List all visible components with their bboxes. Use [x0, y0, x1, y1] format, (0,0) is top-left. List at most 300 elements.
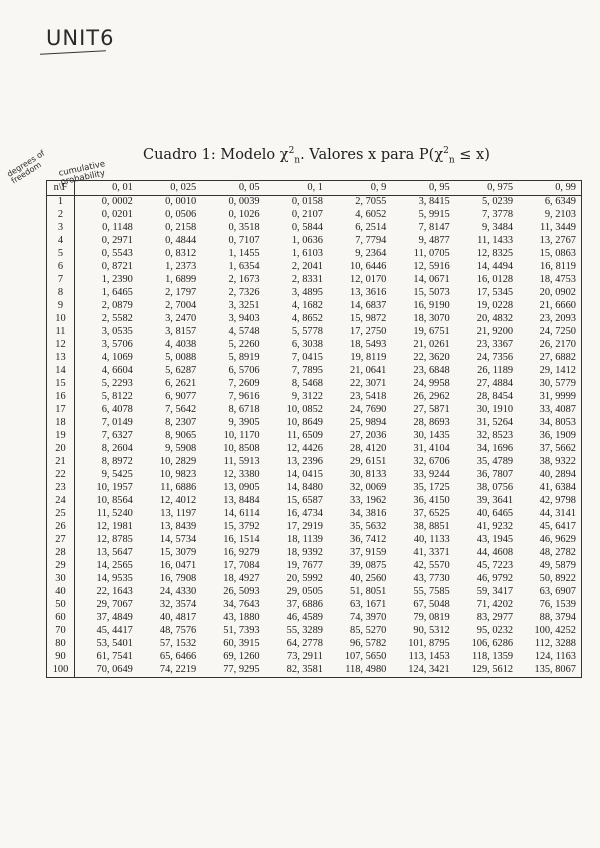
- value-cell: 101, 8795: [408, 638, 450, 650]
- value-cell: 18, 5493: [350, 339, 387, 351]
- value-cell: 0, 1148: [102, 222, 133, 234]
- caption-sup: 2: [288, 146, 295, 156]
- degrees-of-freedom-cell: 6: [47, 261, 75, 274]
- value-cell: 8, 6718: [228, 404, 260, 416]
- value-cell: 30, 8133: [350, 469, 387, 481]
- value-cell: 12, 8325: [476, 248, 514, 260]
- value-cell: 5, 9915: [418, 209, 450, 221]
- degrees-of-freedom-note: degrees of freedom: [5, 148, 47, 186]
- value-cell: 38, 8851: [413, 521, 450, 533]
- value-cell: 11, 6886: [160, 482, 197, 494]
- value-cell: 19, 0228: [476, 300, 514, 312]
- value-cell: 31, 9999: [518, 391, 581, 404]
- degrees-of-freedom-cell: 25: [47, 508, 75, 521]
- value-cell: 17, 7084: [223, 560, 260, 572]
- value-cell: 0, 5844: [291, 222, 323, 234]
- degrees-of-freedom-cell: 29: [47, 560, 75, 573]
- table-row: [47, 508, 582, 521]
- value-cell: 14, 0415: [286, 469, 323, 481]
- value-cell: 20, 0902: [518, 287, 581, 300]
- value-cell: 18, 9392: [286, 547, 323, 559]
- value-cell: 37, 6886: [286, 599, 323, 611]
- degrees-of-freedom-cell: 20: [47, 443, 75, 456]
- table-row: [47, 599, 582, 612]
- value-cell: 42, 5570: [413, 560, 450, 572]
- value-cell: 35, 4789: [476, 456, 514, 468]
- table-row: [47, 300, 582, 313]
- degrees-of-freedom-cell: 90: [47, 651, 75, 664]
- value-cell: 24, 7356: [476, 352, 514, 364]
- degrees-of-freedom-cell: 22: [47, 469, 75, 482]
- value-cell: 13, 5647: [96, 547, 133, 559]
- table-row: [47, 378, 582, 391]
- value-cell: 2, 1797: [165, 287, 197, 299]
- value-cell: 6, 5706: [228, 365, 260, 377]
- value-cell: 32, 3574: [159, 599, 197, 611]
- degrees-of-freedom-cell: 14: [47, 365, 75, 378]
- value-cell: 11, 5913: [223, 456, 260, 468]
- value-cell: 8, 8972: [101, 456, 133, 468]
- value-cell: 15, 9872: [350, 313, 387, 325]
- value-cell: 3, 4895: [291, 287, 323, 299]
- table-row: [47, 417, 582, 430]
- value-cell: 12, 5916: [413, 261, 450, 273]
- value-cell: 0, 0002: [101, 196, 133, 208]
- value-cell: 65, 6466: [159, 651, 197, 663]
- value-cell: 76, 1539: [518, 599, 581, 612]
- value-cell: 26, 5093: [223, 586, 260, 598]
- value-cell: 33, 1962: [350, 495, 387, 507]
- degrees-of-freedom-cell: 1: [47, 196, 75, 210]
- value-cell: 4, 4038: [165, 339, 197, 351]
- value-cell: 14, 8480: [286, 482, 323, 494]
- value-cell: 20, 5992: [286, 573, 323, 585]
- value-cell: 0, 0010: [165, 196, 197, 208]
- table-row: [47, 612, 582, 625]
- value-cell: 14, 0671: [413, 274, 450, 286]
- value-cell: 9, 5425: [101, 469, 133, 481]
- value-cell: 1, 0636: [291, 235, 323, 247]
- value-cell: 16, 9190: [413, 300, 450, 312]
- degrees-of-freedom-cell: 60: [47, 612, 75, 625]
- caption-label: Cuadro 1:: [143, 146, 216, 163]
- value-cell: 5, 2260: [228, 339, 260, 351]
- value-cell: 3, 3251: [228, 300, 260, 312]
- value-cell: 28, 8454: [476, 391, 514, 403]
- value-cell: 63, 6907: [518, 586, 581, 599]
- value-cell: 29, 7067: [96, 599, 133, 611]
- value-cell: 21, 0261: [413, 339, 450, 351]
- value-cell: 43, 1945: [476, 534, 514, 546]
- value-cell: 11, 5240: [96, 508, 133, 520]
- degrees-of-freedom-cell: 9: [47, 300, 75, 313]
- degrees-of-freedom-cell: 30: [47, 573, 75, 586]
- value-cell: 29, 1412: [518, 365, 581, 378]
- value-cell: 0, 8721: [101, 261, 133, 273]
- value-cell: 1, 6103: [291, 248, 323, 260]
- value-cell: 11, 1433: [477, 235, 514, 247]
- value-cell: 7, 0415: [291, 352, 323, 364]
- value-cell: 74, 3970: [350, 612, 387, 624]
- column-header: 0, 05: [201, 181, 264, 196]
- value-cell: 64, 2778: [286, 638, 323, 650]
- value-cell: 16, 9279: [223, 547, 260, 559]
- value-cell: 0, 2107: [291, 209, 323, 221]
- value-cell: 18, 3070: [413, 313, 450, 325]
- value-cell: 13, 1197: [160, 508, 197, 520]
- value-cell: 22, 3620: [413, 352, 450, 364]
- value-cell: 9, 5908: [165, 443, 197, 455]
- value-cell: 59, 3417: [476, 586, 514, 598]
- value-cell: 17, 2750: [350, 326, 387, 338]
- value-cell: 20, 4832: [476, 313, 514, 325]
- value-cell: 0, 0039: [228, 196, 260, 208]
- value-cell: 3, 0535: [101, 326, 133, 338]
- value-cell: 15, 3079: [159, 547, 197, 559]
- value-cell: 16, 4734: [286, 508, 323, 520]
- value-cell: 51, 7393: [223, 625, 260, 637]
- value-cell: 8, 2307: [165, 417, 197, 429]
- value-cell: 21, 6660: [518, 300, 581, 313]
- value-cell: 2, 1673: [228, 274, 260, 286]
- value-cell: 6, 4078: [101, 404, 133, 416]
- value-cell: 57, 1532: [159, 638, 197, 650]
- degrees-of-freedom-cell: 8: [47, 287, 75, 300]
- value-cell: 7, 9616: [228, 391, 260, 403]
- value-cell: 21, 0641: [350, 365, 387, 377]
- table-row: [47, 365, 582, 378]
- table-row: [47, 274, 582, 287]
- table-row: [47, 625, 582, 638]
- value-cell: 10, 1957: [96, 482, 133, 494]
- degrees-of-freedom-cell: 100: [47, 664, 75, 678]
- value-cell: 45, 7223: [476, 560, 514, 572]
- value-cell: 5, 6287: [165, 365, 197, 377]
- value-cell: 36, 7412: [350, 534, 387, 546]
- value-cell: 40, 4817: [159, 612, 197, 624]
- value-cell: 70, 0649: [75, 664, 138, 678]
- value-cell: 112, 3288: [518, 638, 581, 651]
- value-cell: 2, 7004: [165, 300, 197, 312]
- value-cell: 15, 5073: [413, 287, 450, 299]
- value-cell: 3, 5706: [101, 339, 133, 351]
- value-cell: 36, 4150: [413, 495, 450, 507]
- table-row: [47, 339, 582, 352]
- value-cell: 107, 5650: [344, 651, 387, 663]
- value-cell: 18, 4927: [223, 573, 260, 585]
- caption-text2: . Valores x para P(χ: [300, 146, 444, 163]
- value-cell: 2, 8331: [291, 274, 323, 286]
- value-cell: 71, 4202: [476, 599, 514, 611]
- value-cell: 27, 4884: [476, 378, 514, 390]
- value-cell: 0, 5543: [101, 248, 133, 260]
- value-cell: 10, 1170: [223, 430, 260, 442]
- value-cell: 5, 5778: [291, 326, 323, 338]
- value-cell: 8, 2604: [101, 443, 133, 455]
- value-cell: 40, 6465: [476, 508, 514, 520]
- value-cell: 19, 7677: [286, 560, 323, 572]
- degrees-of-freedom-cell: 50: [47, 599, 75, 612]
- value-cell: 3, 8157: [165, 326, 197, 338]
- value-cell: 30, 5779: [518, 378, 581, 391]
- value-cell: 13, 2396: [286, 456, 323, 468]
- value-cell: 4, 1069: [101, 352, 133, 364]
- table-row: [47, 560, 582, 573]
- value-cell: 30, 1435: [413, 430, 450, 442]
- table-row: [47, 287, 582, 300]
- degrees-of-freedom-cell: 18: [47, 417, 75, 430]
- value-cell: 12, 3380: [223, 469, 260, 481]
- column-header: 0, 95: [391, 181, 454, 196]
- table-body: [47, 196, 582, 678]
- value-cell: 16, 0128: [476, 274, 514, 286]
- value-cell: 26, 2962: [413, 391, 450, 403]
- value-cell: 43, 7730: [413, 573, 450, 585]
- value-cell: 18, 1139: [287, 534, 323, 546]
- value-cell: 9, 3484: [481, 222, 514, 234]
- value-cell: 21, 9200: [476, 326, 514, 338]
- value-cell: 95, 0232: [476, 625, 514, 637]
- value-cell: 40, 2894: [518, 469, 581, 482]
- degrees-of-freedom-cell: 12: [47, 339, 75, 352]
- value-cell: 22, 3071: [350, 378, 387, 390]
- value-cell: 10, 0852: [286, 404, 323, 416]
- value-cell: 10, 6446: [350, 261, 387, 273]
- table-row: [47, 638, 582, 651]
- degrees-of-freedom-cell: 19: [47, 430, 75, 443]
- column-header: 0, 99: [518, 181, 581, 196]
- value-cell: 61, 7541: [96, 651, 133, 663]
- table-row: [47, 352, 582, 365]
- value-cell: 7, 7794: [355, 235, 387, 247]
- value-cell: 41, 9232: [476, 521, 514, 533]
- table-row: [47, 326, 582, 339]
- value-cell: 48, 2782: [518, 547, 581, 560]
- value-cell: 13, 8439: [159, 521, 197, 533]
- value-cell: 0, 0506: [165, 209, 197, 221]
- degrees-of-freedom-cell: 28: [47, 547, 75, 560]
- value-cell: 41, 6384: [518, 482, 581, 495]
- degrees-of-freedom-cell: 16: [47, 391, 75, 404]
- value-cell: 44, 4608: [476, 547, 514, 559]
- value-cell: 7, 6327: [101, 430, 133, 442]
- value-cell: 12, 4426: [286, 443, 323, 455]
- value-cell: 14, 5734: [159, 534, 197, 546]
- value-cell: 27, 2036: [350, 430, 387, 442]
- value-cell: 23, 3367: [476, 339, 514, 351]
- value-cell: 34, 3816: [350, 508, 387, 520]
- value-cell: 11, 3449: [518, 222, 581, 235]
- value-cell: 83, 2977: [476, 612, 514, 624]
- value-cell: 37, 6525: [413, 508, 450, 520]
- degrees-of-freedom-cell: 70: [47, 625, 75, 638]
- value-cell: 46, 9629: [518, 534, 581, 547]
- value-cell: 118, 4980: [328, 664, 391, 678]
- value-cell: 1, 2373: [165, 261, 197, 273]
- value-cell: 1, 1455: [228, 248, 260, 260]
- value-cell: 124, 1163: [518, 651, 581, 664]
- value-cell: 4, 1682: [291, 300, 323, 312]
- value-cell: 15, 0863: [518, 248, 581, 261]
- value-cell: 29, 0505: [286, 586, 323, 598]
- value-cell: 31, 4104: [413, 443, 450, 455]
- value-cell: 2, 7326: [228, 287, 260, 299]
- value-cell: 1, 6354: [228, 261, 260, 273]
- value-cell: 3, 2470: [165, 313, 197, 325]
- table-row: [47, 209, 582, 222]
- value-cell: 4, 6052: [355, 209, 387, 221]
- value-cell: 1, 6899: [165, 274, 197, 286]
- degrees-of-freedom-cell: 27: [47, 534, 75, 547]
- value-cell: 16, 8119: [518, 261, 581, 274]
- value-cell: 39, 3641: [476, 495, 514, 507]
- value-cell: 63, 1671: [350, 599, 387, 611]
- value-cell: 16, 0471: [159, 560, 197, 572]
- value-cell: 0, 8312: [165, 248, 197, 260]
- value-cell: 4, 8652: [291, 313, 323, 325]
- value-cell: 53, 5401: [96, 638, 133, 650]
- table-row: [47, 261, 582, 274]
- table-caption: [143, 146, 490, 166]
- table-row: [47, 430, 582, 443]
- value-cell: 7, 7895: [291, 365, 323, 377]
- value-cell: 14, 4494: [476, 261, 514, 273]
- value-cell: 7, 0149: [101, 417, 133, 429]
- value-cell: 25, 9894: [350, 417, 387, 429]
- value-cell: 7, 2609: [228, 378, 260, 390]
- value-cell: 24, 9958: [413, 378, 450, 390]
- value-cell: 16, 7908: [159, 573, 197, 585]
- value-cell: 34, 7643: [223, 599, 260, 611]
- value-cell: 13, 0905: [223, 482, 260, 494]
- value-cell: 39, 0875: [350, 560, 387, 572]
- column-header: 0, 025: [138, 181, 201, 196]
- value-cell: 51, 8051: [350, 586, 387, 598]
- table-row: [47, 222, 582, 235]
- value-cell: 32, 6706: [413, 456, 450, 468]
- value-cell: 29, 6151: [350, 456, 387, 468]
- value-cell: 0, 7107: [228, 235, 260, 247]
- value-cell: 17, 2919: [286, 521, 323, 533]
- value-cell: 11, 0705: [413, 248, 450, 260]
- value-cell: 11, 6509: [287, 430, 323, 442]
- value-cell: 7, 8147: [418, 222, 450, 234]
- chi-square-table-container: [46, 180, 582, 678]
- caption-text: Modelo χ: [220, 146, 289, 163]
- value-cell: 24, 7690: [350, 404, 387, 416]
- value-cell: 6, 2621: [165, 378, 197, 390]
- value-cell: 28, 8693: [413, 417, 450, 429]
- table-row: [47, 456, 582, 469]
- value-cell: 35, 1725: [413, 482, 450, 494]
- table-row: [47, 573, 582, 586]
- value-cell: 88, 3794: [518, 612, 581, 625]
- value-cell: 3, 8415: [418, 196, 450, 208]
- value-cell: 135, 8067: [518, 664, 581, 678]
- table-row: [47, 664, 582, 678]
- value-cell: 73, 2911: [287, 651, 323, 663]
- value-cell: 0, 1026: [228, 209, 260, 221]
- value-cell: 24, 7250: [518, 326, 581, 339]
- value-cell: 77, 9295: [201, 664, 264, 678]
- degrees-of-freedom-cell: 21: [47, 456, 75, 469]
- table-row: [47, 391, 582, 404]
- value-cell: 2, 0879: [101, 300, 133, 312]
- caption-sup2: 2: [443, 146, 449, 156]
- chi-square-table: [46, 180, 582, 678]
- value-cell: 4, 5748: [228, 326, 260, 338]
- value-cell: 38, 0756: [476, 482, 514, 494]
- degrees-of-freedom-cell: 10: [47, 313, 75, 326]
- degrees-of-freedom-cell: 80: [47, 638, 75, 651]
- table-row: [47, 196, 582, 210]
- value-cell: 24, 4330: [159, 586, 197, 598]
- value-cell: 8, 9065: [165, 430, 197, 442]
- value-cell: 0, 3518: [228, 222, 260, 234]
- value-cell: 10, 8564: [96, 495, 133, 507]
- value-cell: 10, 8649: [286, 417, 323, 429]
- value-cell: 13, 2767: [518, 235, 581, 248]
- cumulative-probability-note: cumulative probability: [57, 159, 107, 188]
- table-row: [47, 586, 582, 599]
- value-cell: 129, 5612: [455, 664, 518, 678]
- value-cell: 113, 1453: [408, 651, 450, 663]
- value-cell: 9, 3122: [291, 391, 323, 403]
- value-cell: 9, 2103: [518, 209, 581, 222]
- value-cell: 9, 3905: [228, 417, 260, 429]
- degrees-of-freedom-cell: 4: [47, 235, 75, 248]
- table-row: [47, 443, 582, 456]
- caption-sub2: n: [448, 155, 455, 166]
- table-row: [47, 547, 582, 560]
- column-header: 0, 1: [265, 181, 328, 196]
- value-cell: 27, 6882: [518, 352, 581, 365]
- value-cell: 40, 2560: [350, 573, 387, 585]
- value-cell: 17, 5345: [476, 287, 514, 299]
- value-cell: 5, 8919: [228, 352, 260, 364]
- value-cell: 12, 1981: [96, 521, 133, 533]
- value-cell: 6, 3038: [291, 339, 323, 351]
- value-cell: 22, 1643: [96, 586, 133, 598]
- degrees-of-freedom-cell: 24: [47, 495, 75, 508]
- value-cell: 45, 6417: [518, 521, 581, 534]
- degrees-of-freedom-cell: 13: [47, 352, 75, 365]
- unit-underline: [40, 50, 106, 54]
- value-cell: 1, 2390: [101, 274, 133, 286]
- value-cell: 19, 8119: [350, 352, 387, 364]
- table-row: [47, 495, 582, 508]
- table-row: [47, 534, 582, 547]
- value-cell: 3, 9403: [228, 313, 260, 325]
- value-cell: 12, 8785: [96, 534, 133, 546]
- value-cell: 7, 5642: [165, 404, 197, 416]
- value-cell: 118, 1359: [471, 651, 514, 663]
- value-cell: 26, 2170: [518, 339, 581, 352]
- value-cell: 82, 3581: [265, 664, 328, 678]
- table-row: [47, 482, 582, 495]
- value-cell: 37, 5662: [518, 443, 581, 456]
- value-cell: 36, 1909: [518, 430, 581, 443]
- degrees-of-freedom-cell: 3: [47, 222, 75, 235]
- table-row: [47, 235, 582, 248]
- value-cell: 43, 1880: [223, 612, 260, 624]
- value-cell: 2, 5582: [101, 313, 133, 325]
- value-cell: 100, 4252: [518, 625, 581, 638]
- degrees-of-freedom-cell: 23: [47, 482, 75, 495]
- value-cell: 10, 9823: [159, 469, 197, 481]
- value-cell: 5, 2293: [101, 378, 133, 390]
- value-cell: 0, 4844: [165, 235, 197, 247]
